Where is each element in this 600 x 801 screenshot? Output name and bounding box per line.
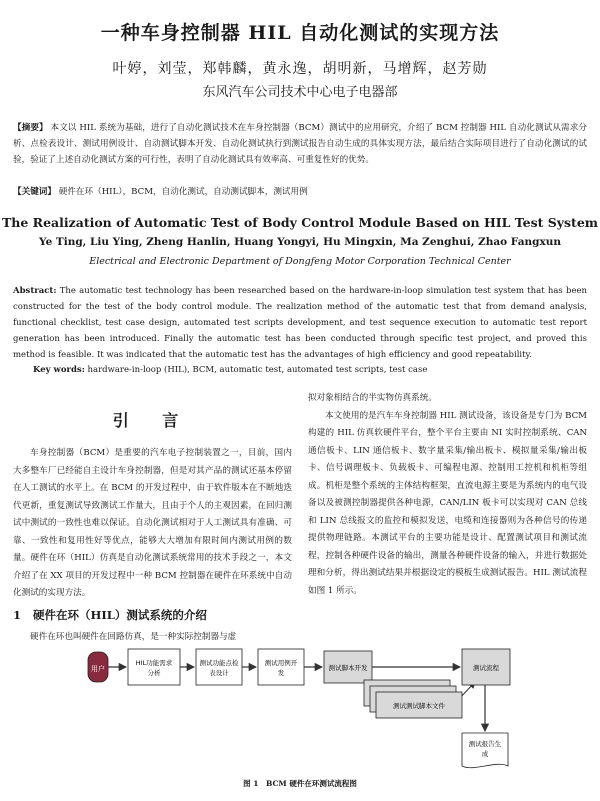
right-col-paragraph: 本文使用的是汽车车身控制器 HIL 测试设备，该设备是专门为 BCM 构建的 HIL 仿真软硬件平台，整个平台主要由 NI 实时控制系统、CAN 通信板卡、LIN 通信板卡、数字量采集/输出板卡、模拟量采集/输出板卡、信号调理板卡、负载板卡、可编程电源、控制用工控机和机柜等组成。机柜是整个系统的主体结构框架，直流电源主要是为系统内的电气设备以及被测控制器提供各种电源，CAN/LIN 板卡可以实现对 CAN 总线和 LIN 总线报文的监控和模拟发送，电缆和连接器则为各种信号的传递提供物理链路。本测试平台的主要功能是设计、配置测试项目和测试流程，控制各种硬件设备的输出，测量各种硬件设备的输入，并进行数据处理和分析，得出测试结果并根据设定的模板生成测试报告。HIL 测试流程如图 1 所示。 (308, 410, 587, 596)
flow-node-requirement-analysis-line1: HIL功能需求 (135, 659, 173, 667)
abstract-en (13, 283, 587, 363)
abstract-en-text: The automatic test technology has been researched based on the hardware-in-loop simulation test system that has been constructed for the test of the body control module. The realization method of the automatic test that from demand analysis, functional checklist, test case design, automated test scripts development, and test sequence execution to automatic test report generation has been introduced. Finally the automatic test has been conducted through specific test project, and proved this method is feasible. It was indicated that the automatic test has the advantages of high efficiency and good repeatability. (13, 286, 587, 360)
left-column (13, 408, 292, 646)
abstract-cn-text: 本文以 HIL 系统为基础，进行了自动化测试技术在车身控制器（BCM）测试中的应用研究，介绍了 BCM 控制器 HIL 自动化测试从需求分析、点检表设计、测试用例设计、自动测试脚本开发、自动化测试执行到测试报告自动生成的具体实现方法，最后结合实际项目进行了自动化测试的试验，验证了上述自动化测试方案的可行性，表明了自动化测试具有效率高、可重复性好的优势。 (13, 123, 587, 165)
abstract-en-label: Abstract: (13, 286, 57, 296)
keywords-cn (13, 184, 587, 200)
intro-heading: 引 言 (112, 411, 193, 430)
flow-node-report-line2: 成 (481, 750, 489, 758)
author-list-en: Ye Ting, Liu Ying, Zheng Hanlin, Huang Yongyi, Hu Mingxin, Ma Zenghui, Zhao Fangxun (38, 236, 561, 248)
section1-number: 1 (13, 607, 22, 622)
flow-node-report-line1: 测试报告生 (468, 740, 502, 748)
keywords-en-label: Key words: (33, 365, 85, 375)
right-col-continuation: 拟对象相结合的半实物仿真系统。 (308, 393, 437, 403)
abstract-cn-label: 【摘要】 (13, 123, 48, 133)
author-list-cn: 叶婷，刘莹，郑韩麟，黄永逸，胡明新，马增辉，赵芳勋 (112, 61, 488, 77)
affiliation-en: Electrical and Electronic Department of Dongfeng Motor Corporation Technical Center (89, 256, 511, 267)
flow-node-checklist-design (196, 649, 242, 685)
flow-node-checklist-design-line2: 表设计 (209, 669, 229, 677)
right-column (308, 390, 587, 600)
figure1-caption: 图 1 BCM 硬件在环测试流程图 (243, 779, 357, 788)
flow-node-script-dev-label: 测试脚本开发 (328, 664, 368, 672)
section1-paragraph: 硬件在环也叫硬件在回路仿真，是一种实际控制器与虚 (30, 631, 237, 642)
flow-node-requirement-analysis-line2: 分析 (147, 669, 161, 677)
hil-test-flow-figure (0, 638, 600, 778)
section1-heading (13, 607, 292, 623)
paper-title-cn: 一种车身控制器 HIL 自动化测试的实现方法 (100, 22, 500, 44)
flow-node-script-file-label: 测试测试脚本文件 (393, 702, 445, 710)
flow-node-test-case-dev-line2: 发 (277, 669, 285, 677)
affiliation-cn: 东风汽车公司技术中心电子电器部 (202, 85, 398, 100)
flow-node-test-case-dev-line1: 测试用例开 (264, 659, 298, 667)
keywords-cn-label: 【关键词】 (13, 187, 56, 197)
abstract-cn (13, 120, 587, 168)
keywords-en (33, 362, 587, 378)
section1-title: 硬件在环（HIL）测试系统的介绍 (33, 607, 207, 622)
intro-paragraph: 车身控制器（BCM）是重要的汽车电子控制装置之一，目前，国内大多整车厂已经能自主设计车身控制器，但是对其产品的测试还基本停留在人工测试的水平上。在 BCM 的开发过程中，由于软件版本在不断地迭代更新，重复测试导致测试工作量大，且由于个人的主观因素，在回归测试中测试的一致性也难以保证。自动化测试相对于人工测试具有准确、可靠、一致性和复用性好等优点，能够大大增加有限时间内测试用例的数量。硬件在环（HIL）仿真是自动化测试系统常用的技术手段之一，本文介绍了在 XX 项目的开发过程中一种 BCM 控制器在硬件在环系统中自动化测试的实现方法。 (13, 448, 292, 598)
flow-node-checklist-design-line1: 测试功能点检 (199, 659, 239, 667)
flow-node-test-flow-label: 测试流程 (473, 664, 499, 672)
flow-node-user-label: 用户 (91, 665, 105, 673)
keywords-cn-text: 硬件在环（HIL），BCM，自动化测试，自动测试脚本，测试用例 (58, 187, 308, 197)
keywords-en-text: hardware-in-loop (HIL), BCM, automatic test, automated test scripts, test case (84, 365, 428, 375)
flow-node-requirement-analysis (128, 649, 180, 685)
paper-title-en: The Realization of Automatic Test of Body Control Module Based on HIL Test System (1, 215, 599, 230)
flow-node-test-case-dev (258, 649, 304, 685)
